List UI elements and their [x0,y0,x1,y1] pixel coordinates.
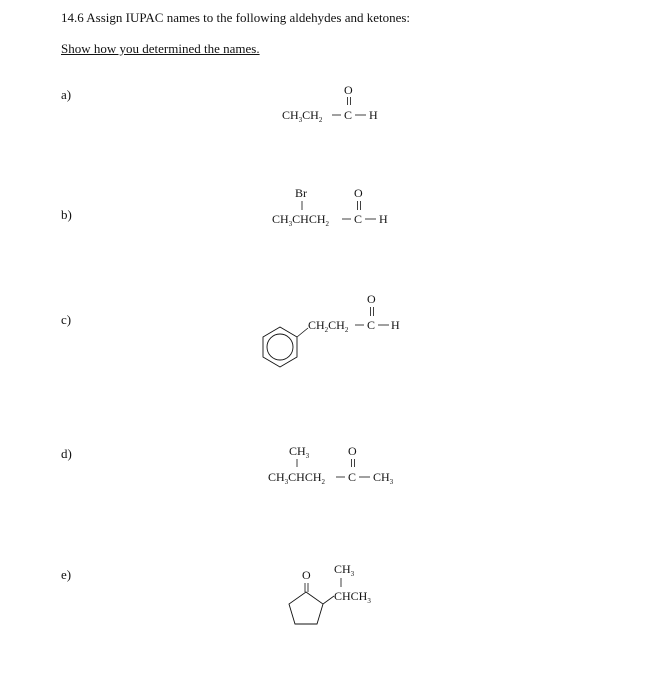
question-title: 14.6 Assign IUPAC names to the following aldehydes and ketones: [61,10,411,25]
oxygen-atom: O [344,83,353,97]
hydrogen-atom: H [379,212,388,226]
single-bond [297,328,308,337]
benzene-ring [263,327,297,367]
single-bond [323,596,334,604]
methyl-group: $CH_3$ [289,444,310,460]
structure-d [268,444,394,486]
oxygen-atom: O [354,186,363,200]
structure-c [263,292,400,367]
chain-text: $CH_3CHCH_2$ [272,212,330,228]
part-label-c: c) [61,312,72,327]
oxygen-atom: O [348,444,357,458]
part-label-e: e) [61,567,72,582]
oxygen-atom: O [367,292,376,306]
carbon-atom: C [348,470,357,484]
chain-text: $CH_3CH_2$ [282,108,323,124]
chain-text: $CH_2CH_2$ [308,318,349,334]
carbon-atom: C [344,108,353,122]
part-label-b: b) [61,207,72,222]
part-label-a: a) [61,87,72,102]
carbon-atom: C [354,212,363,226]
bromine-atom: Br [295,186,307,200]
chain-text: $CH_3CHCH_2$ [268,470,326,486]
instruction-text: Show how you determined the names. [61,41,260,56]
methyl-group: $CH_3$ [334,562,355,578]
hydrogen-atom: H [391,318,400,332]
cyclopentane-ring [289,592,323,624]
oxygen-atom: O [302,568,311,582]
methyl-group: $CH_3$ [373,470,394,486]
structure-b [272,186,388,228]
structure-e [289,562,371,624]
hydrogen-atom: H [369,108,378,122]
structure-a [282,83,378,124]
aromatic-circle [267,334,293,360]
carbon-atom: C [367,318,376,332]
side-chain-text: $CHCH_3$ [334,589,371,605]
part-label-d: d) [61,446,72,461]
